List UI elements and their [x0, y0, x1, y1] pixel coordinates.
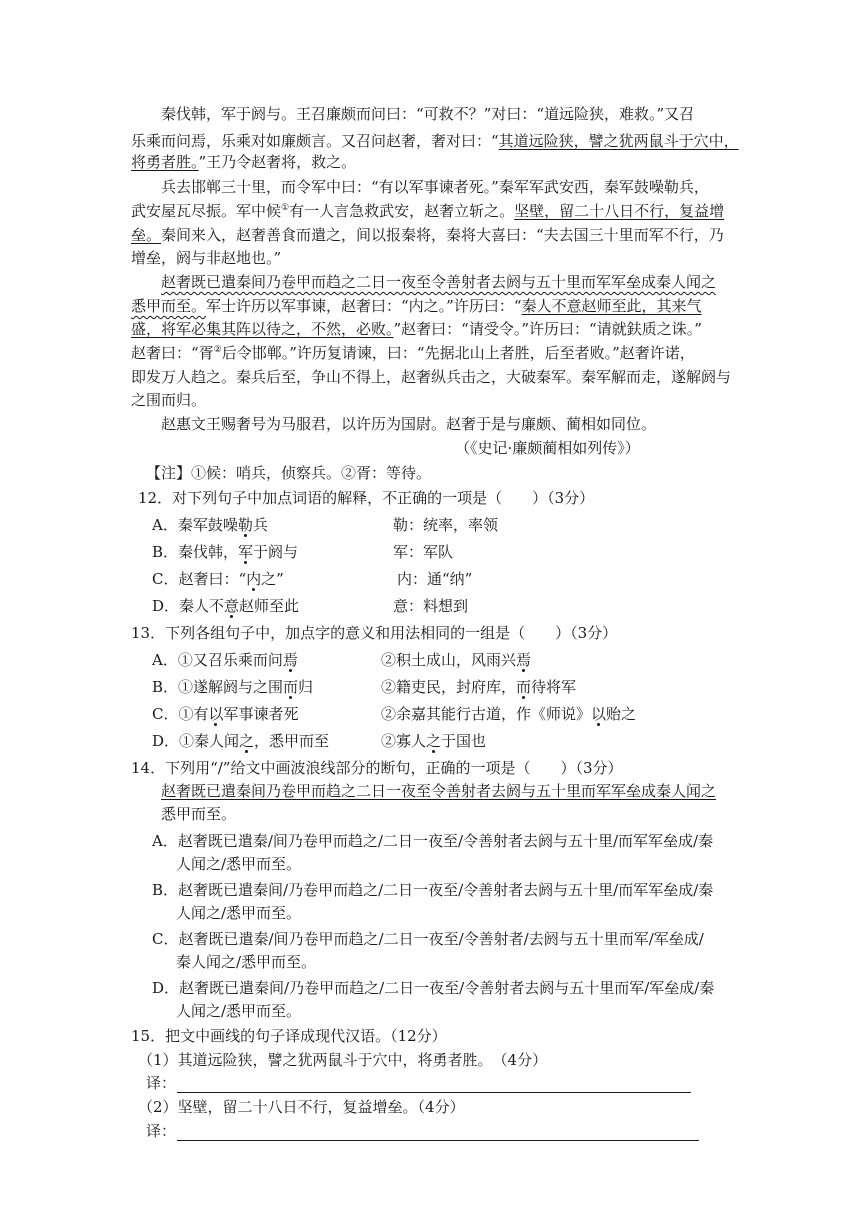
q15-answer-line-2[interactable]	[177, 1140, 699, 1141]
passage-line: 将勇者胜。”王乃令赵奢将，救之。	[131, 153, 357, 171]
q12-option-d: D．秦人不意赵师至此	[152, 597, 300, 615]
q12-option-a: A．秦军鼓噪勒兵	[152, 516, 268, 534]
q14-option-a-cont: 人闻之/悉甲而至。	[176, 855, 302, 873]
passage-line: 增垒，阏与非赵地也。”	[131, 249, 282, 267]
passage-line: 兵去邯郸三十里，而令军中曰：“有以军事谏者死。”秦军军武安西，秦军鼓噪勒兵，	[161, 178, 709, 196]
q15-answer-label-2: 译：	[146, 1122, 177, 1140]
question-14-stem: 14．下列用“/”给文中画波浪线部分的断句，正确的一项是（ ）（3分）	[131, 759, 623, 777]
underlined-sentence-2: 坚壁，留二十八日不行，复益增	[514, 202, 725, 220]
footnote: 【注】①候：哨兵，侦察兵。②胥：等待。	[146, 464, 432, 482]
q14-option-c-cont: 秦人闻之/悉甲而至。	[176, 953, 317, 971]
passage-line: 武安屋瓦尽振。军中候①有一人言急救武安，赵奢立斩之。坚壁，留二十八日不行，复益增	[131, 202, 725, 220]
q13-option-d-left: D．①秦人闻之，悉甲而至	[152, 732, 330, 750]
question-15-stem: 15．把文中画线的句子译成现代汉语。（12分）	[131, 1027, 447, 1045]
q13-option-c-right: ②余嘉其能行古道，作《师说》以贻之	[381, 705, 637, 723]
passage-line	[161, 271, 716, 293]
q13-option-b-left: B．①遂解阏与之围而归	[152, 678, 314, 696]
q12-option-b: B．秦伐韩，军于阏与	[152, 543, 299, 561]
underlined-sentence-3: 秦人不意赵师至此，其来气	[521, 297, 702, 315]
q13-option-a-right: ②积土成山，风雨兴焉	[381, 651, 532, 669]
q13-option-b-right: ②籍吏民，封府库，而待将军	[381, 678, 577, 696]
question-12-stem: 12．对下列句子中加点词语的解释，不正确的一项是（ ）（3分）	[138, 489, 595, 507]
q13-option-c-left: C．①有以军事谏者死	[152, 705, 299, 723]
q15-sentence-2: （2）坚壁，留二十八日不行，复益增垒。（4分）	[138, 1098, 465, 1116]
q14-option-c: C．赵奢既已遣秦/间乃卷甲而趋之/二日一夜至/令善射者/去阏与五十里而军/军垒成/	[152, 930, 704, 948]
q14-option-d: D．赵奢既已遣秦间/乃卷甲而趋之/二日一夜至/令善射者去阏与五十里而军/军垒成/秦	[152, 979, 715, 997]
q13-option-a-left: A．①又召乐乘而问焉	[152, 651, 298, 669]
passage-line: 赵奢曰：“胥②后令邯郸。”许历复请谏，曰：“先据北山上者胜，后至者败。”赵奢许诺，	[131, 344, 695, 362]
footnote-marker: ②	[213, 345, 222, 355]
passage-line: 悉甲而至。军士许历以军事谏，赵奢曰：“内之。”许历曰：“秦人不意赵师至此，其来气	[131, 297, 702, 315]
passage-line: 赵惠文王赐奢号为马服君，以许历为国尉。赵奢于是与廉颇、蔺相如同位。	[161, 415, 657, 433]
q15-answer-line-1[interactable]	[177, 1092, 691, 1093]
q12-option-c-explanation: 内：通“纳”	[397, 570, 473, 588]
q15-sentence-1: （1）其道远险狭，譬之犹两鼠斗于穴中，将勇者胜。 （4分）	[138, 1051, 548, 1069]
passage-line: 盛，将军必集其阵以待之，不然，必败。”赵奢曰：“请受令。”许历曰：“请就鈇质之诛。”	[131, 320, 702, 338]
q14-quoted-passage: 赵奢既已遣秦间乃卷甲而趋之二日一夜至令善射者去阏与五十里而军军垒成秦人闻之	[161, 782, 717, 800]
wavy-underlined-passage-end: 悉甲而至。	[131, 297, 207, 315]
q14-option-b: B．赵奢既已遣秦间/乃卷甲而趋之/二日一夜至/令善射者去阏与五十里/而军军垒成/秦	[152, 881, 714, 899]
passage-line: 秦伐韩，军于阏与。王召廉颇而问曰：“可救不？”对曰：“道远险狭，难救。”又召	[161, 105, 695, 123]
q13-option-d-right: ②寡人之于国也	[381, 732, 487, 750]
passage-line: 即发万人趋之。秦兵后至，争山不得上，赵奢纵兵击之，大破秦军。秦军解而走，遂解阏与	[131, 368, 732, 386]
underlined-sentence-3-end: 盛，将军必集其阵以待之，不然，必败。	[131, 320, 394, 338]
q14-option-d-cont: 人闻之/悉甲而至。	[176, 1002, 302, 1020]
passage-line: 乐乘而问焉，乐乘对如廉颇言。又召问赵奢，奢对曰：“其道远险狭，譬之犹两鼠斗于穴中，	[131, 132, 739, 150]
q14-quoted-passage-end: 悉甲而至。	[161, 805, 237, 823]
q12-option-d-explanation: 意：料想到	[393, 597, 469, 615]
underlined-sentence-1: 其道远险狭，譬之犹两鼠斗于穴中，	[498, 132, 739, 150]
q12-option-b-explanation: 军：军队	[393, 543, 454, 561]
q12-option-a-explanation: 勒：统率，率领	[393, 516, 499, 534]
question-13-stem: 13．下列各组句子中，加点字的意义和用法相同的一组是（ ）（3分）	[131, 624, 618, 642]
underlined-sentence-1-end: 将勇者胜。	[131, 153, 199, 171]
q15-answer-label-1: 译：	[146, 1074, 177, 1092]
source-citation: （《史记·廉颇蔺相如列传》）	[455, 439, 640, 457]
passage-line: 之围而归。	[131, 391, 207, 409]
q12-option-c: C．赵奢曰：“内之”	[152, 570, 284, 588]
underlined-sentence-2-end: 垒。	[131, 226, 162, 244]
q14-option-a: A．赵奢既已遣秦/间乃卷甲而趋之/二日一夜至/令善射者去阏与五十里/而军军垒成/秦	[152, 832, 714, 850]
wavy-underlined-passage: 赵奢既已遣秦间乃卷甲而趋之二日一夜至令善射者去阏与五十里而军军垒成秦人闻之	[161, 273, 717, 291]
q14-option-b-cont: 人闻之/悉甲而至。	[176, 904, 302, 922]
passage-line: 垒。秦间来入，赵奢善食而遣之，间以报秦将，秦将大喜曰：“夫去国三十里而军不行，乃	[131, 226, 724, 244]
footnote-marker: ①	[281, 203, 290, 213]
